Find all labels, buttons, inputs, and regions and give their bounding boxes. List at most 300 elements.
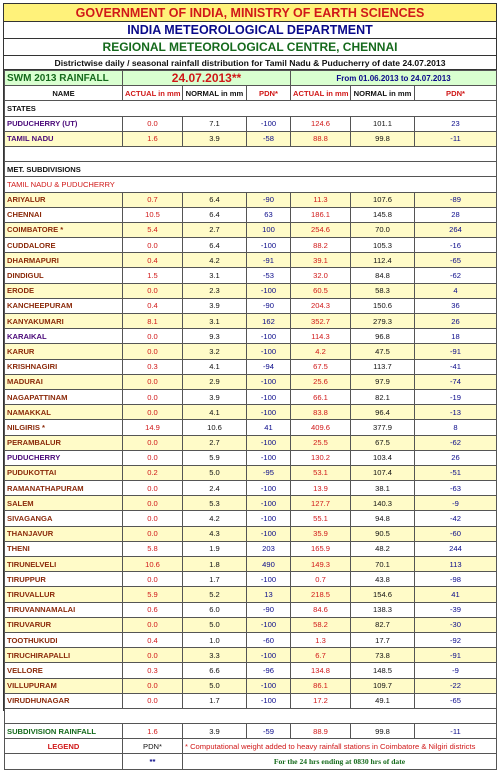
normal-season-value: 96.4: [351, 405, 415, 420]
pdn-daily-value: 162: [247, 314, 291, 329]
normal-season-value: 70.0: [351, 222, 415, 237]
row-name: DINDIGUL: [5, 268, 123, 283]
actual-daily-value: 10.5: [123, 207, 183, 222]
normal-season-value: 90.5: [351, 526, 415, 541]
pdn-season-value: -62: [415, 268, 497, 283]
pdn-daily-value: -100: [247, 511, 291, 526]
actual-season-value: 218.5: [291, 587, 351, 602]
normal-daily-value: 3.2: [183, 344, 247, 359]
column-header-pdn-daily: PDN*: [247, 86, 291, 101]
normal-season-value: 140.3: [351, 496, 415, 511]
footer-mark: **: [123, 754, 183, 769]
row-name: TIRUPPUR: [5, 572, 123, 587]
spacer-cell: [5, 708, 497, 723]
column-header-pdn-season: PDN*: [415, 86, 497, 101]
district-row: [5, 602, 497, 617]
subdivision-section-row: [5, 162, 497, 177]
column-header-normal-daily: NORMAL in mm: [183, 86, 247, 101]
actual-daily-value: 0.0: [123, 283, 183, 298]
pdn-season-value: -11: [415, 724, 497, 739]
rainfall-table: [4, 70, 497, 770]
normal-daily-value: 4.2: [183, 511, 247, 526]
normal-daily-value: 1.8: [183, 557, 247, 572]
pdn-season-value: -63: [415, 481, 497, 496]
district-row: [5, 238, 497, 253]
normal-daily-value: 3.3: [183, 648, 247, 663]
district-row: [5, 481, 497, 496]
row-name: TOOTHUKUDI: [5, 632, 123, 647]
district-row: [5, 222, 497, 237]
column-header-actual-daily: ACTUAL in mm: [123, 86, 183, 101]
normal-season-value: 67.5: [351, 435, 415, 450]
district-row: [5, 344, 497, 359]
district-row: [5, 557, 497, 572]
normal-daily-value: 5.2: [183, 587, 247, 602]
actual-daily-value: 1.6: [123, 131, 183, 146]
column-header-normal-season: NORMAL in mm: [351, 86, 415, 101]
normal-daily-value: 1.7: [183, 693, 247, 708]
district-row: [5, 648, 497, 663]
state-row: [5, 116, 497, 131]
actual-daily-value: 0.0: [123, 572, 183, 587]
pdn-daily-value: -100: [247, 344, 291, 359]
row-name: NAMAKKAL: [5, 405, 123, 420]
row-name: MADURAI: [5, 374, 123, 389]
normal-season-value: 82.1: [351, 389, 415, 404]
pdn-season-value: -11: [415, 131, 497, 146]
normal-daily-value: 5.3: [183, 496, 247, 511]
ministry-heading: GOVERNMENT OF INDIA, MINISTRY OF EARTH SCIENCES: [4, 4, 496, 22]
actual-season-value: 13.9: [291, 481, 351, 496]
normal-daily-value: 2.3: [183, 283, 247, 298]
normal-season-value: 377.9: [351, 420, 415, 435]
pdn-daily-value: -90: [247, 298, 291, 313]
row-name: KRISHNAGIRI: [5, 359, 123, 374]
row-name: NAGAPATTINAM: [5, 389, 123, 404]
row-name: CHENNAI: [5, 207, 123, 222]
actual-daily-value: 8.1: [123, 314, 183, 329]
pdn-season-value: -74: [415, 374, 497, 389]
pdn-season-value: 23: [415, 116, 497, 131]
row-name: KANCHEEPURAM: [5, 298, 123, 313]
actual-daily-value: 0.3: [123, 359, 183, 374]
actual-season-value: 60.5: [291, 283, 351, 298]
pdn-daily-value: -100: [247, 238, 291, 253]
actual-daily-value: 0.0: [123, 344, 183, 359]
states-section-label: STATES: [5, 101, 497, 116]
normal-season-value: 17.7: [351, 632, 415, 647]
normal-season-value: 101.1: [351, 116, 415, 131]
pdn-season-value: -41: [415, 359, 497, 374]
pdn-daily-value: 203: [247, 541, 291, 556]
normal-daily-value: 1.9: [183, 541, 247, 556]
legend-label: LEGEND: [5, 739, 123, 754]
actual-daily-value: 0.0: [123, 648, 183, 663]
actual-season-value: 1.3: [291, 632, 351, 647]
normal-season-value: 154.6: [351, 587, 415, 602]
normal-daily-value: 4.1: [183, 359, 247, 374]
actual-season-value: 55.1: [291, 511, 351, 526]
pdn-daily-value: -100: [247, 435, 291, 450]
actual-daily-value: 0.0: [123, 329, 183, 344]
pdn-season-value: -9: [415, 496, 497, 511]
normal-daily-value: 3.9: [183, 298, 247, 313]
actual-daily-value: 1.5: [123, 268, 183, 283]
actual-daily-value: 0.0: [123, 526, 183, 541]
district-row: [5, 268, 497, 283]
footer-note: For the 24 hrs ending at 0830 hrs of date: [183, 754, 497, 769]
row-name: PUDUCHERRY (UT): [5, 116, 123, 131]
pdn-season-value: 4: [415, 283, 497, 298]
actual-season-value: 67.5: [291, 359, 351, 374]
pdn-season-value: -19: [415, 389, 497, 404]
actual-daily-value: 0.0: [123, 405, 183, 420]
pdn-daily-value: 490: [247, 557, 291, 572]
district-row: [5, 663, 497, 678]
actual-season-value: 352.7: [291, 314, 351, 329]
district-row: [5, 253, 497, 268]
normal-season-value: 113.7: [351, 359, 415, 374]
pdn-daily-value: -100: [247, 374, 291, 389]
pdn-daily-value: -100: [247, 496, 291, 511]
state-row: [5, 131, 497, 146]
pdn-season-value: -89: [415, 192, 497, 207]
legend-row: [5, 739, 497, 754]
normal-season-value: 47.5: [351, 344, 415, 359]
district-row: [5, 435, 497, 450]
row-name: ERODE: [5, 283, 123, 298]
normal-season-value: 43.8: [351, 572, 415, 587]
actual-season-value: 4.2: [291, 344, 351, 359]
pdn-season-value: 264: [415, 222, 497, 237]
normal-daily-value: 9.3: [183, 329, 247, 344]
actual-daily-value: 0.0: [123, 481, 183, 496]
column-header-actual-season: ACTUAL in mm: [291, 86, 351, 101]
normal-season-value: 73.8: [351, 648, 415, 663]
row-name: THANJAVUR: [5, 526, 123, 541]
actual-season-value: 127.7: [291, 496, 351, 511]
pdn-daily-value: -100: [247, 389, 291, 404]
pdn-season-value: 18: [415, 329, 497, 344]
normal-season-value: 99.8: [351, 131, 415, 146]
normal-daily-value: 6.0: [183, 602, 247, 617]
pdn-daily-value: -94: [247, 359, 291, 374]
pdn-daily-value: -100: [247, 617, 291, 632]
pdn-season-value: -51: [415, 465, 497, 480]
report-date: 24.07.2013**: [123, 71, 291, 86]
row-name: PERAMBALUR: [5, 435, 123, 450]
district-row: [5, 496, 497, 511]
actual-season-value: 254.6: [291, 222, 351, 237]
pdn-daily-value: -100: [247, 526, 291, 541]
actual-season-value: 124.6: [291, 116, 351, 131]
district-row: [5, 192, 497, 207]
pdn-season-value: -60: [415, 526, 497, 541]
row-name: DHARMAPURI: [5, 253, 123, 268]
row-name: PUDUKOTTAI: [5, 465, 123, 480]
seasonal-period: From 01.06.2013 to 24.07.2013: [291, 71, 497, 86]
pdn-season-value: -65: [415, 693, 497, 708]
actual-daily-value: 0.0: [123, 450, 183, 465]
district-row: [5, 632, 497, 647]
pdn-season-value: 41: [415, 587, 497, 602]
actual-daily-value: 5.4: [123, 222, 183, 237]
pdn-daily-value: -100: [247, 283, 291, 298]
normal-daily-value: 5.0: [183, 465, 247, 480]
pdn-season-value: -91: [415, 648, 497, 663]
row-name: TIRUCHIRAPALLI: [5, 648, 123, 663]
pdn-season-value: -91: [415, 344, 497, 359]
pdn-daily-value: -100: [247, 678, 291, 693]
normal-daily-value: 6.4: [183, 238, 247, 253]
district-row: [5, 389, 497, 404]
pdn-season-value: -92: [415, 632, 497, 647]
actual-season-value: 11.3: [291, 192, 351, 207]
normal-daily-value: 2.7: [183, 222, 247, 237]
actual-season-value: 114.3: [291, 329, 351, 344]
district-row: [5, 465, 497, 480]
normal-daily-value: 3.9: [183, 131, 247, 146]
actual-daily-value: 0.4: [123, 253, 183, 268]
normal-daily-value: 6.4: [183, 207, 247, 222]
actual-season-value: 84.6: [291, 602, 351, 617]
row-name: NILGIRIS *: [5, 420, 123, 435]
pdn-daily-value: -53: [247, 268, 291, 283]
season-title: SWM 2013 RAINFALL: [5, 71, 123, 86]
actual-season-value: 58.2: [291, 617, 351, 632]
actual-season-value: 149.3: [291, 557, 351, 572]
pdn-season-value: 8: [415, 420, 497, 435]
row-name: VIRUDHUNAGAR: [5, 693, 123, 708]
row-name: KARUR: [5, 344, 123, 359]
pdn-daily-value: -58: [247, 131, 291, 146]
actual-season-value: 130.2: [291, 450, 351, 465]
legend-pdn-term: PDN*: [123, 739, 183, 754]
normal-season-value: 148.5: [351, 663, 415, 678]
pdn-daily-value: -90: [247, 602, 291, 617]
row-name: RAMANATHAPURAM: [5, 481, 123, 496]
actual-daily-value: 0.2: [123, 465, 183, 480]
district-row: [5, 374, 497, 389]
actual-season-value: 66.1: [291, 389, 351, 404]
district-row: [5, 420, 497, 435]
actual-season-value: 53.1: [291, 465, 351, 480]
actual-season-value: 204.3: [291, 298, 351, 313]
actual-season-value: 32.0: [291, 268, 351, 283]
pdn-season-value: -16: [415, 238, 497, 253]
pdn-daily-value: -100: [247, 572, 291, 587]
actual-daily-value: 0.0: [123, 389, 183, 404]
normal-daily-value: 7.1: [183, 116, 247, 131]
district-row: [5, 359, 497, 374]
pdn-season-value: 26: [415, 314, 497, 329]
actual-season-value: 409.6: [291, 420, 351, 435]
pdn-daily-value: 41: [247, 420, 291, 435]
actual-season-value: 88.9: [291, 724, 351, 739]
spacer-cell: [5, 146, 497, 161]
district-row: [5, 207, 497, 222]
normal-season-value: 48.2: [351, 541, 415, 556]
normal-daily-value: 1.0: [183, 632, 247, 647]
district-row: [5, 450, 497, 465]
normal-daily-value: 3.1: [183, 314, 247, 329]
pdn-daily-value: -100: [247, 648, 291, 663]
district-row: [5, 526, 497, 541]
actual-daily-value: 5.8: [123, 541, 183, 556]
actual-season-value: 83.8: [291, 405, 351, 420]
actual-daily-value: 0.0: [123, 238, 183, 253]
normal-daily-value: 1.7: [183, 572, 247, 587]
normal-season-value: 96.8: [351, 329, 415, 344]
actual-season-value: 35.9: [291, 526, 351, 541]
normal-daily-value: 5.9: [183, 450, 247, 465]
row-name: KANYAKUMARI: [5, 314, 123, 329]
normal-daily-value: 2.4: [183, 481, 247, 496]
pdn-daily-value: 100: [247, 222, 291, 237]
normal-season-value: 97.9: [351, 374, 415, 389]
footer-blank: [5, 754, 123, 769]
normal-season-value: 103.4: [351, 450, 415, 465]
pdn-daily-value: -60: [247, 632, 291, 647]
row-name: SUBDIVISION RAINFALL: [5, 724, 123, 739]
district-row: [5, 329, 497, 344]
pdn-daily-value: 63: [247, 207, 291, 222]
normal-season-value: 99.8: [351, 724, 415, 739]
subdivision-subsection-label: TAMIL NADU & PUDUCHERRY: [5, 177, 497, 192]
row-name: TIRUNELVELI: [5, 557, 123, 572]
row-name: VILLUPURAM: [5, 678, 123, 693]
pdn-season-value: -30: [415, 617, 497, 632]
normal-season-value: 138.3: [351, 602, 415, 617]
actual-daily-value: 0.0: [123, 496, 183, 511]
normal-daily-value: 4.1: [183, 405, 247, 420]
actual-season-value: 88.8: [291, 131, 351, 146]
pdn-daily-value: -95: [247, 465, 291, 480]
row-name: PUDUCHERRY: [5, 450, 123, 465]
rainfall-report: [3, 3, 497, 767]
report-description: Districtwise daily / seasonal rainfall distribution for Tamil Nadu & Puducherry of date 24.07.2013: [4, 56, 496, 70]
actual-daily-value: 0.7: [123, 192, 183, 207]
district-row: [5, 572, 497, 587]
normal-daily-value: 3.1: [183, 268, 247, 283]
column-header-name: NAME: [5, 86, 123, 101]
normal-daily-value: 6.4: [183, 192, 247, 207]
spacer-row: [5, 146, 497, 161]
actual-season-value: 165.9: [291, 541, 351, 556]
actual-daily-value: 0.4: [123, 298, 183, 313]
pdn-daily-value: -100: [247, 329, 291, 344]
row-name: VELLORE: [5, 663, 123, 678]
pdn-season-value: -22: [415, 678, 497, 693]
normal-season-value: 58.3: [351, 283, 415, 298]
centre-heading: REGIONAL METEOROLOGICAL CENTRE, CHENNAI: [4, 39, 496, 56]
normal-daily-value: 5.0: [183, 678, 247, 693]
pdn-season-value: 28: [415, 207, 497, 222]
normal-daily-value: 2.7: [183, 435, 247, 450]
actual-season-value: 6.7: [291, 648, 351, 663]
actual-daily-value: 0.4: [123, 632, 183, 647]
normal-daily-value: 4.3: [183, 526, 247, 541]
pdn-season-value: -62: [415, 435, 497, 450]
pdn-daily-value: -91: [247, 253, 291, 268]
normal-daily-value: 5.0: [183, 617, 247, 632]
actual-season-value: 134.8: [291, 663, 351, 678]
row-name: SIVAGANGA: [5, 511, 123, 526]
row-name: CUDDALORE: [5, 238, 123, 253]
normal-season-value: 84.8: [351, 268, 415, 283]
actual-daily-value: 0.0: [123, 511, 183, 526]
row-name: TIRUVARUR: [5, 617, 123, 632]
pdn-daily-value: -100: [247, 405, 291, 420]
district-row: [5, 587, 497, 602]
actual-season-value: 17.2: [291, 693, 351, 708]
pdn-daily-value: -96: [247, 663, 291, 678]
pdn-season-value: 36: [415, 298, 497, 313]
pdn-season-value: 113: [415, 557, 497, 572]
pdn-season-value: 244: [415, 541, 497, 556]
row-name: TAMIL NADU: [5, 131, 123, 146]
pdn-daily-value: -100: [247, 116, 291, 131]
normal-season-value: 112.4: [351, 253, 415, 268]
footer-row: [5, 754, 497, 769]
pdn-season-value: -13: [415, 405, 497, 420]
normal-daily-value: 3.9: [183, 724, 247, 739]
normal-daily-value: 4.2: [183, 253, 247, 268]
actual-daily-value: 0.0: [123, 693, 183, 708]
actual-daily-value: 0.0: [123, 116, 183, 131]
pdn-season-value: -65: [415, 253, 497, 268]
normal-season-value: 70.1: [351, 557, 415, 572]
row-name: ARIYALUR: [5, 192, 123, 207]
row-name: KARAIKAL: [5, 329, 123, 344]
actual-daily-value: 0.0: [123, 678, 183, 693]
subdivision-total-row: [5, 724, 497, 739]
title-row: [5, 71, 497, 86]
actual-season-value: 25.6: [291, 374, 351, 389]
normal-season-value: 109.7: [351, 678, 415, 693]
actual-season-value: 0.7: [291, 572, 351, 587]
normal-season-value: 94.8: [351, 511, 415, 526]
normal-season-value: 105.3: [351, 238, 415, 253]
pdn-season-value: -9: [415, 663, 497, 678]
pdn-daily-value: -100: [247, 450, 291, 465]
normal-season-value: 150.6: [351, 298, 415, 313]
actual-daily-value: 0.3: [123, 663, 183, 678]
district-row: [5, 541, 497, 556]
row-name: THENI: [5, 541, 123, 556]
pdn-season-value: -98: [415, 572, 497, 587]
row-name: TIRUVALLUR: [5, 587, 123, 602]
pdn-season-value: -42: [415, 511, 497, 526]
district-row: [5, 511, 497, 526]
actual-daily-value: 0.0: [123, 617, 183, 632]
actual-daily-value: 14.9: [123, 420, 183, 435]
pdn-daily-value: 13: [247, 587, 291, 602]
normal-season-value: 49.1: [351, 693, 415, 708]
normal-season-value: 82.7: [351, 617, 415, 632]
normal-season-value: 107.6: [351, 192, 415, 207]
normal-season-value: 38.1: [351, 481, 415, 496]
district-row: [5, 678, 497, 693]
actual-season-value: 39.1: [291, 253, 351, 268]
department-heading: INDIA METEOROLOGICAL DEPARTMENT: [4, 22, 496, 39]
spacer-row: [5, 708, 497, 723]
district-row: [5, 283, 497, 298]
normal-daily-value: 2.9: [183, 374, 247, 389]
district-row: [5, 405, 497, 420]
district-row: [5, 314, 497, 329]
actual-daily-value: 0.0: [123, 435, 183, 450]
